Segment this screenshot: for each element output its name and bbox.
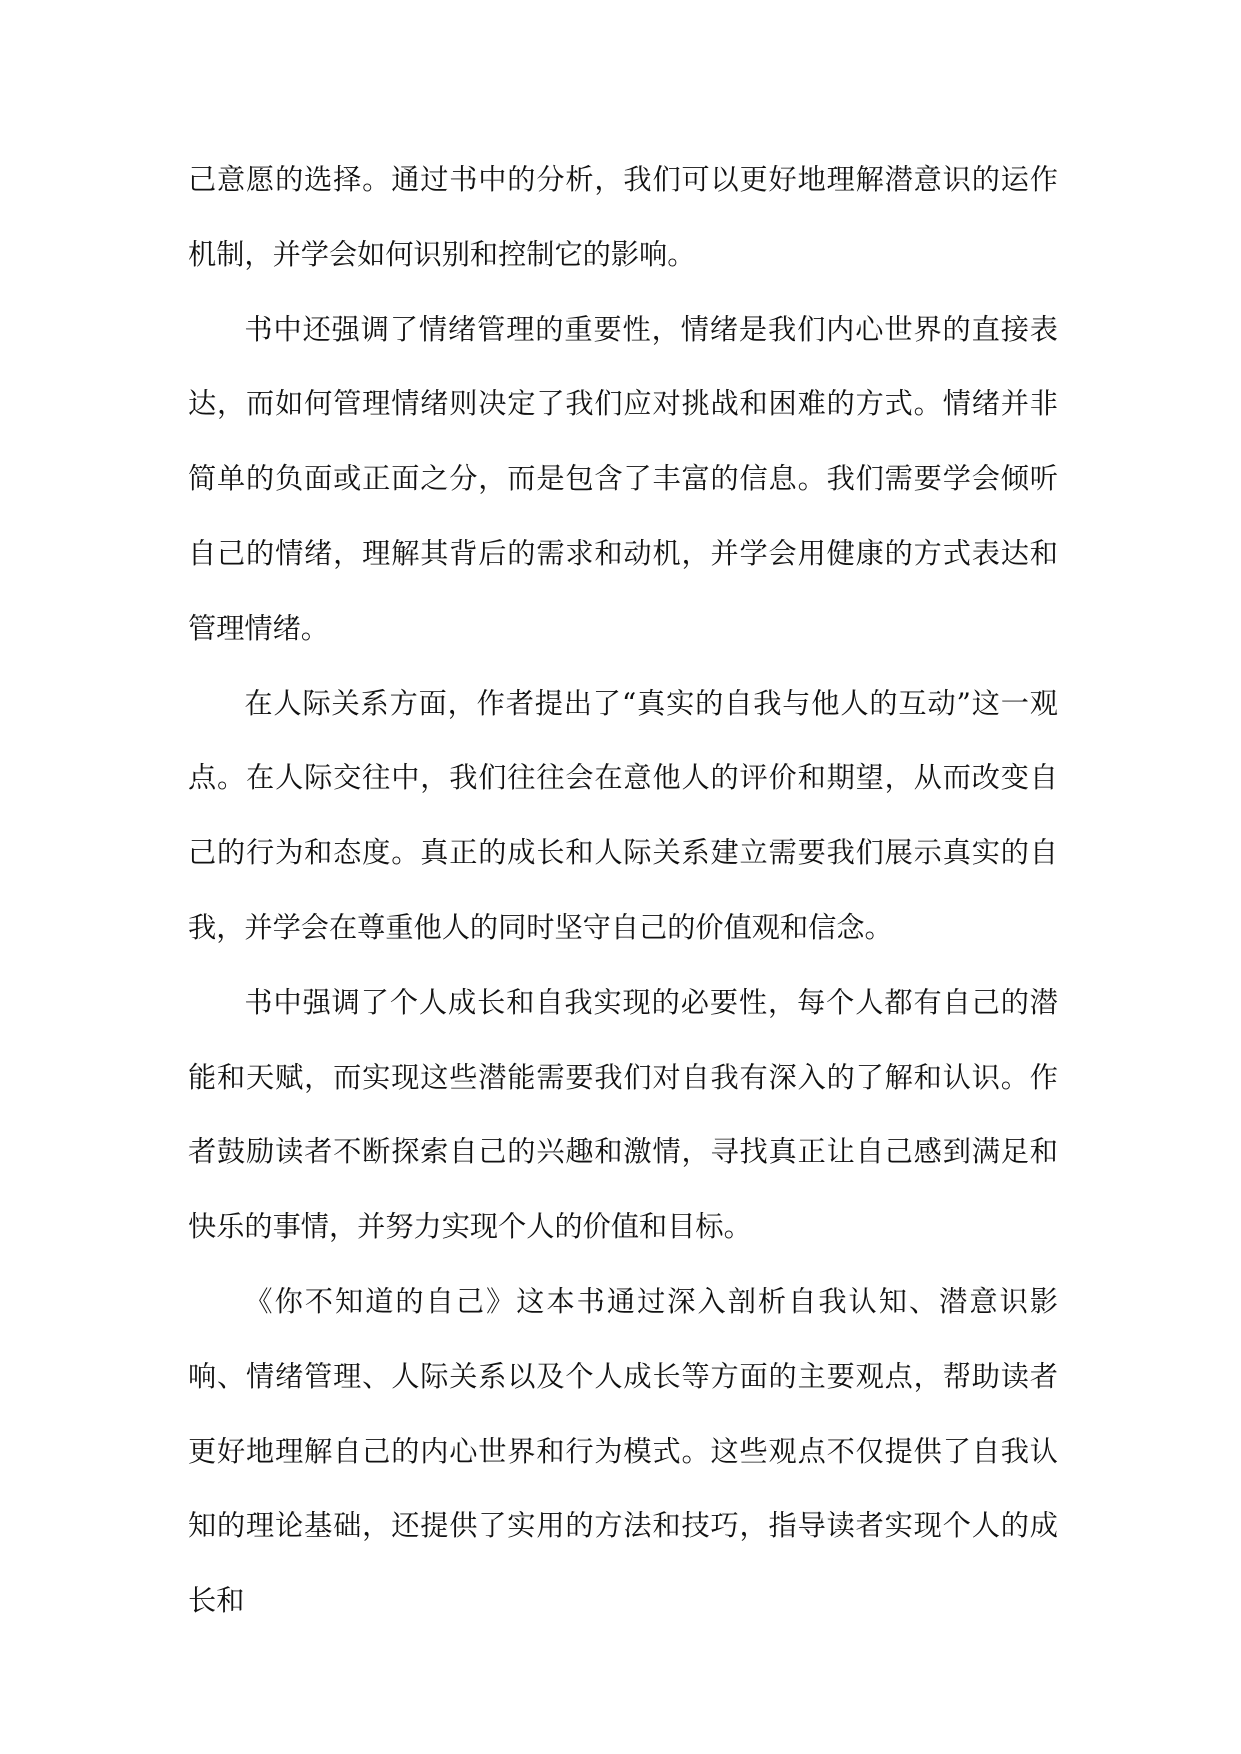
paragraph-book-summary: 《你不知道的自己》这本书通过深入剖析自我认知、潜意识影响、情绪管理、人际关系以及个人成长等方面的主要观点，帮助读者更好地理解自己的内心世界和行为模式。这些观点不仅提供了自我认知的理论基础，还提供了实用的方法和技巧，指导读者实现个人的成长和	[188, 1284, 1058, 1618]
paragraph-emotion-management: 书中还强调了情绪管理的重要性，情绪是我们内心世界的直接表达，而如何管理情绪则决定了我们应对挑战和困难的方式。情绪并非简单的负面或正面之分，而是包含了丰富的信息。我们需要学会倾听自己的情绪，理解其背后的需求和动机，并学会用健康的方式表达和管理情绪。	[188, 312, 1058, 645]
paragraph-interpersonal-relations: 在人际关系方面，作者提出了“真实的自我与他人的互动”这一观点。在人际交往中，我们往往会在意他人的评价和期望，从而改变自己的行为和态度。真正的成长和人际关系建立需要我们展示真实的自我，并学会在尊重他人的同时坚守自己的价值观和信念。	[188, 686, 1058, 944]
paragraph-continuation: 己意愿的选择。通过书中的分析，我们可以更好地理解潜意识的运作机制，并学会如何识别和控制它的影响。	[188, 163, 1058, 271]
paragraph-personal-growth: 书中强调了个人成长和自我实现的必要性，每个人都有自己的潜能和天赋，而实现这些潜能需要我们对自我有深入的了解和认识。作者鼓励读者不断探索自己的兴趣和激情，寻找真正让自己感到满足和快乐的事情，并努力实现个人的价值和目标。	[188, 985, 1058, 1244]
body-text	[188, 143, 1058, 1639]
